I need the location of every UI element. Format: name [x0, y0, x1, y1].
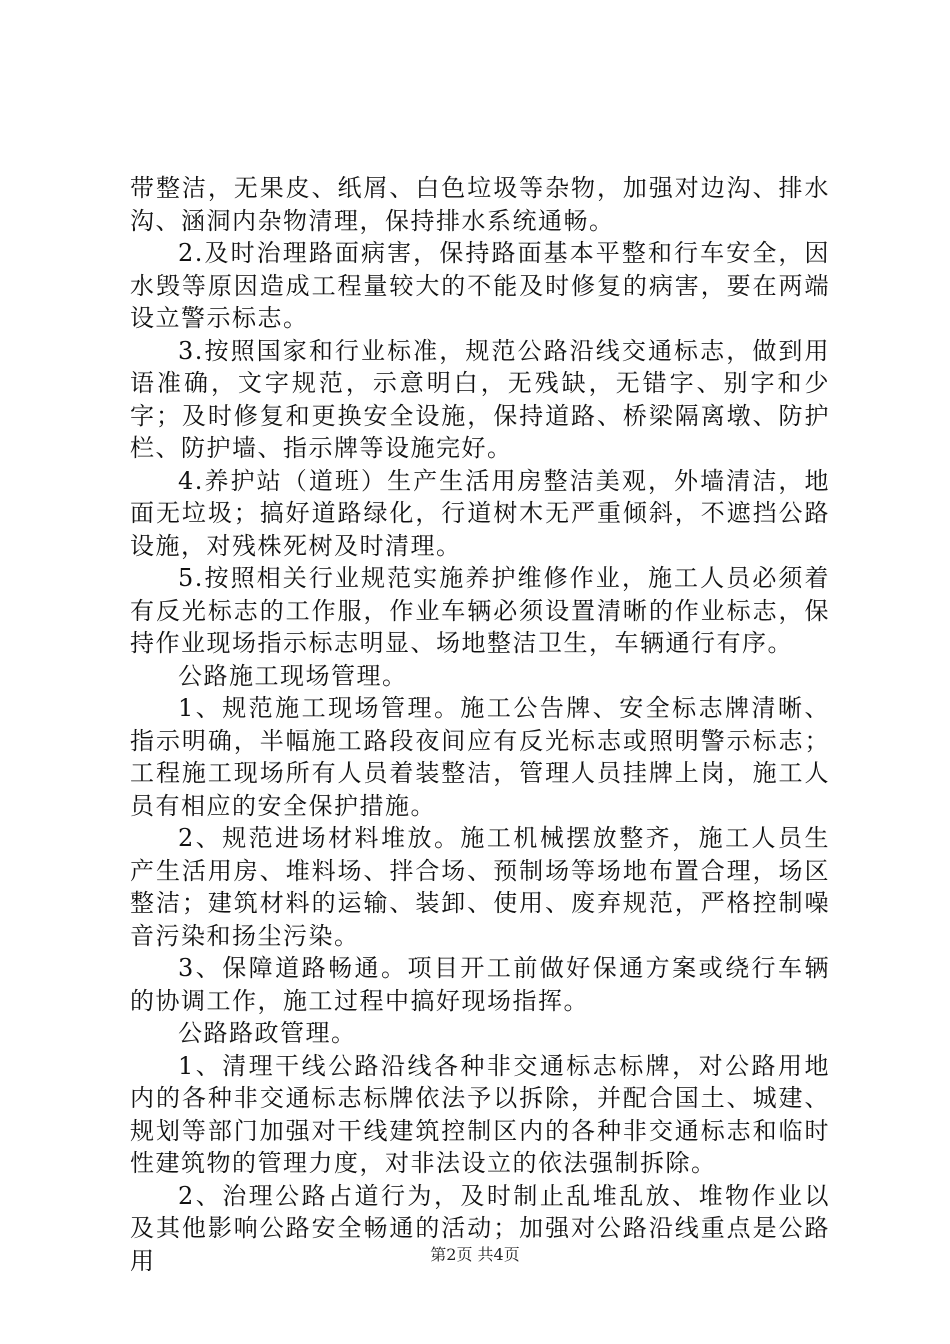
paragraph: 2.及时治理路面病害，保持路面基本平整和行车安全，因水毁等原因造成工程量较大的不能及时修复的病害，要在两端设立警示标志。	[130, 239, 830, 332]
section-heading: 公路施工现场管理。	[178, 661, 408, 690]
paragraph: 带整洁，无果皮、纸屑、白色垃圾等杂物，加强对边沟、排水沟、涵洞内杂物清理，保持排水系统通畅。	[130, 174, 830, 235]
paragraph: 2、治理公路占道行为，及时制止乱堆乱放、堆物作业以及其他影响公路安全畅通的活动；加强对公路沿线重点是公路用	[130, 1181, 830, 1275]
page-number-footer: 第2页 共4页	[430, 1245, 520, 1264]
paragraph: 2、规范进场材料堆放。施工机械摆放整齐，施工人员生产生活用房、堆料场、拌合场、预制场等场地布置合理，场区整洁；建筑材料的运输、装卸、使用、废弃规范，严格控制噪音污染和扬尘污染。	[130, 824, 830, 950]
paragraph: 5.按照相关行业规范实施养护维修作业，施工人员必须着有反光标志的工作服，作业车辆必须设置清晰的作业标志，保持作业现场指示标志明显、场地整洁卫生，车辆通行有序。	[130, 564, 830, 657]
paragraph: 3、保障道路畅通。项目开工前做好保通方案或绕行车辆的协调工作，施工过程中搞好现场指挥。	[130, 954, 830, 1015]
document-body	[130, 172, 830, 1277]
section-heading: 公路路政管理。	[178, 1019, 357, 1047]
paragraph: 1、清理干线公路沿线各种非交通标志标牌，对公路用地内的各种非交通标志标牌依法予以拆除，并配合国土、城建、规划等部门加强对干线建筑控制区内的各种非交通标志和临时性建筑物的管理力度，对非法设立的依法强制拆除。	[130, 1051, 830, 1177]
paragraph: 4.养护站（道班）生产生活用房整洁美观，外墙清洁，地面无垃圾；搞好道路绿化，行道树木无严重倾斜，不遮挡公路设施，对残株死树及时清理。	[130, 466, 830, 560]
paragraph: 3.按照国家和行业标准，规范公路沿线交通标志，做到用语准确，文字规范，示意明白，无残缺，无错字、别字和少字；及时修复和更换安全设施，保持道路、桥梁隔离墩、防护栏、防护墙、指示牌等设施完好。	[130, 336, 830, 462]
paragraph: 1、规范施工现场管理。施工公告牌、安全标志牌清晰、指示明确，半幅施工路段夜间应有反光标志或照明警示标志；工程施工现场所有人员着装整洁，管理人员挂牌上岗，施工人员有相应的安全保护措施。	[130, 694, 830, 820]
